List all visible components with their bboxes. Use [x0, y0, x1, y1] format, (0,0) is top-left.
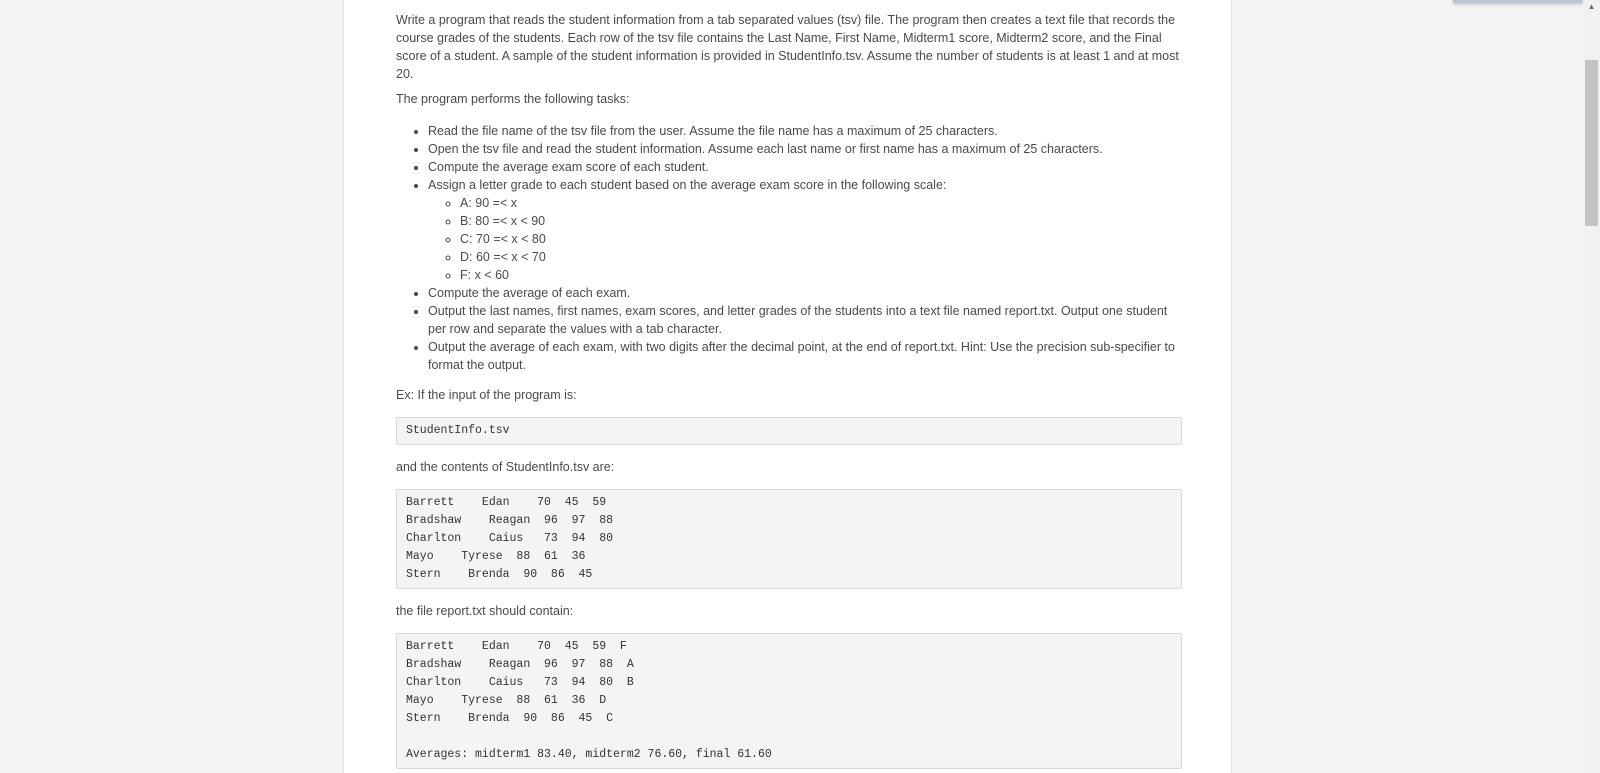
task-item: • Compute the average exam score of each student.	[428, 158, 1182, 176]
tasks-intro: The program performs the following tasks:	[396, 92, 630, 106]
vertical-scrollbar[interactable]	[1583, 0, 1600, 773]
code-line: Mayo Tyrese 88 61 36	[406, 550, 586, 563]
code-line: Charlton Caius 73 94 80 B	[406, 676, 634, 689]
code-line: Charlton Caius 73 94 80	[406, 532, 614, 545]
triangle-up-icon[interactable]: ▲	[1587, 2, 1596, 11]
code-line: Barrett Edan 70 45 59	[406, 496, 607, 509]
input-code-block	[396, 417, 1182, 445]
task-item	[428, 176, 1182, 284]
scale-item: ◦ A: 90 =< x	[460, 194, 1182, 212]
code-line: Barrett Edan 70 45 59 F	[406, 640, 627, 653]
code-line: Bradshaw Reagan 96 97 88	[406, 514, 614, 527]
task-item: • Read the file name of the tsv file from the user. Assume the file name has a maximum of 25 characters.	[428, 122, 1182, 140]
code-line: Averages: midterm1 83.40, midterm2 76.60, final 61.60	[406, 748, 772, 761]
scrollbar-thumb[interactable]	[1585, 60, 1598, 226]
task-item: • Output the average of each exam, with two digits after the decimal point, at the end of report.txt. Hint: Use the precision sub-specifier to format the output.	[428, 338, 1182, 374]
top-toolbar-edge	[1453, 0, 1583, 3]
code-line: Stern Brenda 90 86 45	[406, 568, 593, 581]
code-blank-line	[406, 728, 1172, 746]
contents-label: and the contents of StudentInfo.tsv are:	[396, 460, 615, 474]
content-panel	[343, 0, 1232, 773]
code-line: Bradshaw Reagan 96 97 88 A	[406, 658, 634, 671]
task-item: • Compute the average of each exam.	[428, 284, 1182, 302]
scale-item: ◦ D: 60 =< x < 70	[460, 248, 1182, 266]
task-item: • Output the last names, first names, exam scores, and letter grades of the students into a text file named report.txt. Output one student per row and separate the values with a tab character.	[428, 302, 1182, 338]
grade-scale-list	[428, 194, 1182, 284]
intro-paragraph: Write a program that reads the student information from a tab separated values (tsv) file. The program then creates a text file that records the course grades of the students. Each row of the tsv file contains the Last Name, First Name, Midterm1 score, Midterm2 score, and the Final score of a student. A sample of the student information is provided in StudentInfo.tsv. Assume the number of students is at least 1 and at most 20.	[396, 13, 1179, 81]
code-line: Stern Brenda 90 86 45 C	[406, 712, 614, 725]
tsv-code-block	[396, 489, 1182, 589]
task-list	[396, 122, 1182, 374]
example-label: Ex: If the input of the program is:	[396, 388, 577, 402]
scale-item: ◦ F: x < 60	[460, 266, 1182, 284]
scale-item: ◦ B: 80 =< x < 90	[460, 212, 1182, 230]
report-code-block	[396, 633, 1182, 769]
report-label: the file report.txt should contain:	[396, 604, 574, 618]
task-item: • Open the tsv file and read the student information. Assume each last name or first name has a maximum of 25 characters.	[428, 140, 1182, 158]
task-item-text: Assign a letter grade to each student based on the average exam score in the following scale:	[428, 178, 947, 192]
code-line: Mayo Tyrese 88 61 36 D	[406, 694, 607, 707]
scale-item: ◦ C: 70 =< x < 80	[460, 230, 1182, 248]
problem-description	[396, 11, 1182, 769]
code-line: StudentInfo.tsv	[406, 424, 510, 437]
